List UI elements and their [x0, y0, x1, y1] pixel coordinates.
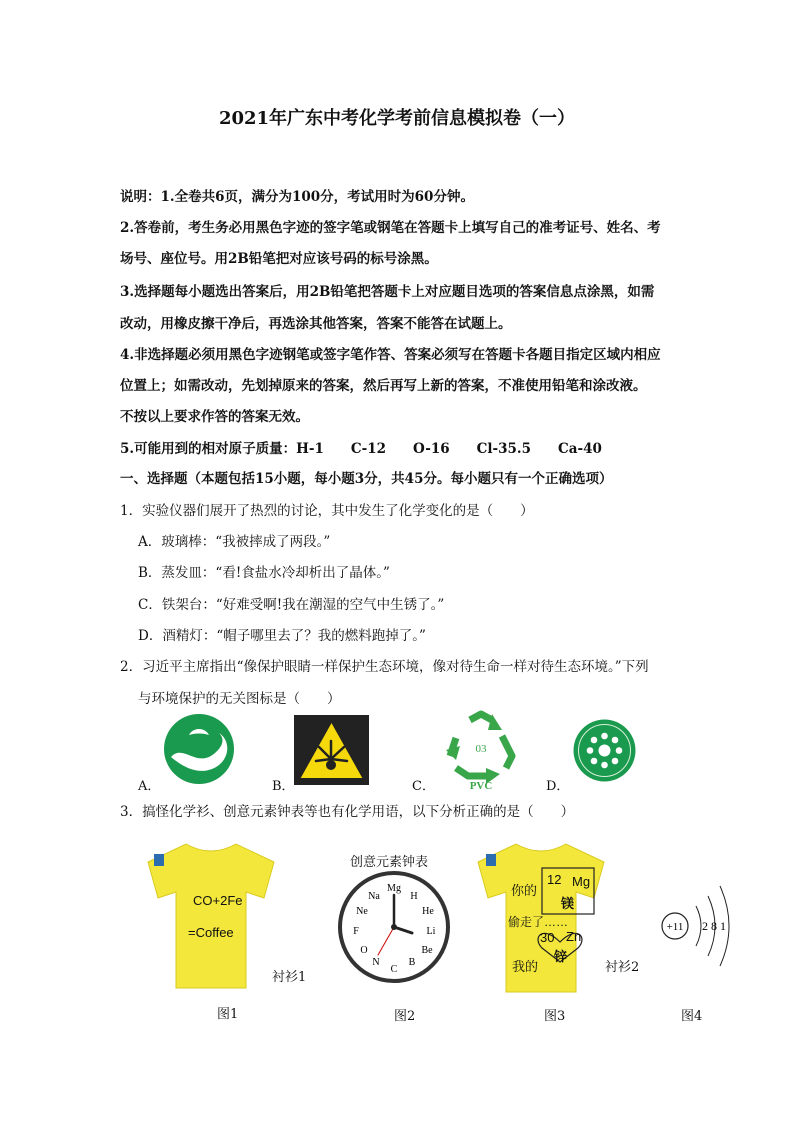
tshirt-1-tag: 衬衫1 — [272, 970, 307, 985]
tshirt-2-text-3: 我的 — [512, 959, 539, 974]
electron-shells: 2 8 1 — [702, 919, 726, 933]
recycle-pvc-icon — [440, 710, 522, 790]
recycle-name: PVC — [469, 780, 493, 790]
tshirt-1-equation-2: =Coffee — [188, 925, 234, 940]
q1-option-d: D．酒精灯：“帽子哪里去了？我的燃料跑掉了。” — [138, 628, 426, 644]
explosive-warning-icon — [294, 715, 369, 785]
clock-symbol-5: B — [408, 957, 416, 968]
instruction-line-4c: 不按以上要求作答的答案无效。 — [120, 409, 309, 425]
section-heading: 一、选择题（本题包括15小题，每小题3分，共45分。每小题只有一个正确选项） — [120, 471, 613, 487]
tshirt-2-text-2: 偷走了…… — [508, 915, 569, 929]
q2-label-c: C． — [412, 779, 435, 794]
q2-stem-1: 2．习近平主席指出“像保护眼睛一样保护生态环境，像对待生命一样对待生态环境。”下列 — [120, 659, 649, 675]
clock-symbol-4: Be — [421, 945, 433, 956]
figure-4-caption: 图4 — [681, 1009, 703, 1024]
clock-symbol-12: Mg — [387, 883, 401, 894]
water-conservation-icon — [163, 713, 235, 785]
q1-stem: 1．实验仪器们展开了热烈的讨论，其中发生了化学变化的是（ ） — [120, 503, 534, 519]
figure-2-caption: 图2 — [394, 1009, 416, 1024]
instruction-line-2b: 场号、座位号。用2B铅笔把对应该号码的标号涂黑。 — [120, 251, 438, 267]
q2-label-b: B． — [272, 779, 295, 794]
mg-symbol: Mg — [572, 874, 591, 889]
instruction-line-2a: 2.答卷前，考生务必用黑色字迹的签字笔或钢笔在答题卡上填写自己的准考证号、姓名、考 — [120, 220, 661, 236]
clock-symbol-2: He — [422, 906, 434, 917]
instruction-line-4b: 位置上；如需改动，先划掉原来的答案，然后再写上新的答案，不准使用铅笔和涂改液。 — [120, 378, 647, 394]
instruction-line-4a: 4.非选择题必须用黑色字迹钢笔或签字笔作答、答案必须写在答题卡各题目指定区域内相应 — [120, 347, 661, 363]
clock-symbol-9: F — [353, 926, 359, 937]
tshirt-1 — [146, 840, 276, 990]
clock-symbol-1: H — [410, 891, 418, 902]
environmental-label-icon — [572, 718, 637, 783]
mg-number: 12 — [547, 872, 562, 887]
nucleus-charge: +11 — [666, 921, 684, 933]
page-title: 2021年广东中考化学考前信息模拟卷（一） — [218, 108, 576, 129]
clock-title: 创意元素钟表 — [350, 855, 429, 870]
instruction-line-3b: 改动，用橡皮擦干净后，再选涂其他答案，答案不能答在试题上。 — [120, 316, 512, 332]
clock-symbol-10: Ne — [356, 906, 368, 917]
figure-3-caption: 图3 — [544, 1009, 566, 1024]
zn-number: 30 — [540, 930, 555, 945]
q2-stem-2: 与环境保护的无关图标是（ ） — [138, 691, 341, 707]
instruction-line-3a: 3.选择题每小题选出答案后，用2B铅笔把答题卡上对应题目选项的答案信息点涂黑，如需 — [120, 284, 655, 300]
q2-label-a: A． — [138, 779, 161, 794]
mg-name: 镁 — [561, 896, 575, 911]
figure-1-caption: 图1 — [217, 1007, 239, 1022]
q1-option-c: C．铁架台：“好难受啊!我在潮湿的空气中生锈了。” — [138, 597, 445, 613]
clock-symbol-7: N — [372, 957, 380, 968]
instruction-line-5: 5.可能用到的相对原子质量：H-1 C-12 O-16 Cl-35.5 Ca-40 — [120, 441, 602, 457]
tshirt-2-text-1: 你的 — [511, 883, 538, 898]
clock-symbol-8: O — [360, 945, 368, 956]
q1-option-a: A．玻璃棒：“我被摔成了两段。” — [138, 534, 331, 550]
q1-option-b: B．蒸发皿：“看!食盐水冷却析出了晶体。” — [138, 565, 390, 581]
tshirt-2-tag: 衬衫2 — [605, 960, 640, 975]
clock-symbol-3: Li — [426, 926, 436, 937]
zn-name: 锌 — [554, 949, 568, 964]
q3-stem: 3．搞怪化学衫、创意元素钟表等也有化学用语，以下分析正确的是（ ） — [120, 804, 575, 820]
element-clock — [338, 871, 450, 983]
tshirt-1-equation-1: CO+2Fe — [193, 893, 243, 908]
instruction-line-1: 说明：1.全卷共6页，满分为100分，考试用时为60分钟。 — [120, 189, 474, 205]
clock-symbol-11: Na — [368, 891, 380, 902]
atomic-structure-diagram — [656, 878, 756, 968]
q2-label-d: D． — [546, 779, 570, 794]
recycle-code: 03 — [475, 743, 487, 755]
zn-symbol: Zn — [566, 929, 582, 944]
clock-symbol-6: C — [390, 964, 398, 975]
